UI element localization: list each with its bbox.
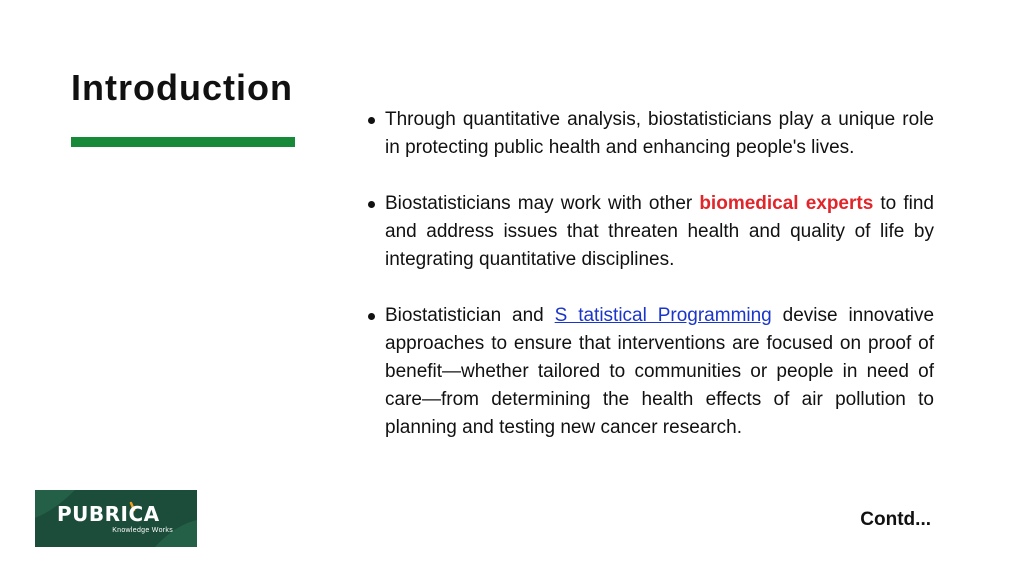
bullet-list [368, 106, 934, 470]
bullet-item [368, 302, 934, 442]
bullet-dot-icon [368, 313, 375, 320]
logo-wordmark: PUBRICA [57, 502, 160, 526]
bullet-text-after: devise innovative approaches to ensure that interventions are focused on proof of benefit—whether tailored to communities or people in need of care—from determining the health effects of air pollution to planning and testing new cancer research. [385, 305, 935, 438]
continued-label: Contd... [860, 509, 931, 530]
bullet-dot-icon [368, 117, 375, 124]
bullet-text-before: Biostatistician and [385, 305, 555, 326]
bullet-text: Through quantitative analysis, biostatisticians play a unique role in protecting public health and enhancing people's lives. [385, 109, 934, 158]
bullet-text-after: to find and address issues that threaten health and quality of life by integrating quantitative disciplines. [385, 193, 934, 270]
bullet-text-before: Biostatisticians may work with other [385, 193, 700, 214]
bullet-item [368, 106, 934, 162]
title-underline [71, 137, 295, 147]
pubrica-logo [35, 490, 197, 547]
bullet-item [368, 190, 934, 274]
bullet-dot-icon [368, 201, 375, 208]
logo-tagline: Knowledge Works [112, 527, 173, 534]
slide-title: Introduction [71, 67, 293, 108]
highlighted-term: biomedical experts [699, 193, 874, 214]
statistical-programming-link[interactable]: S tatistical Programming [554, 305, 772, 326]
